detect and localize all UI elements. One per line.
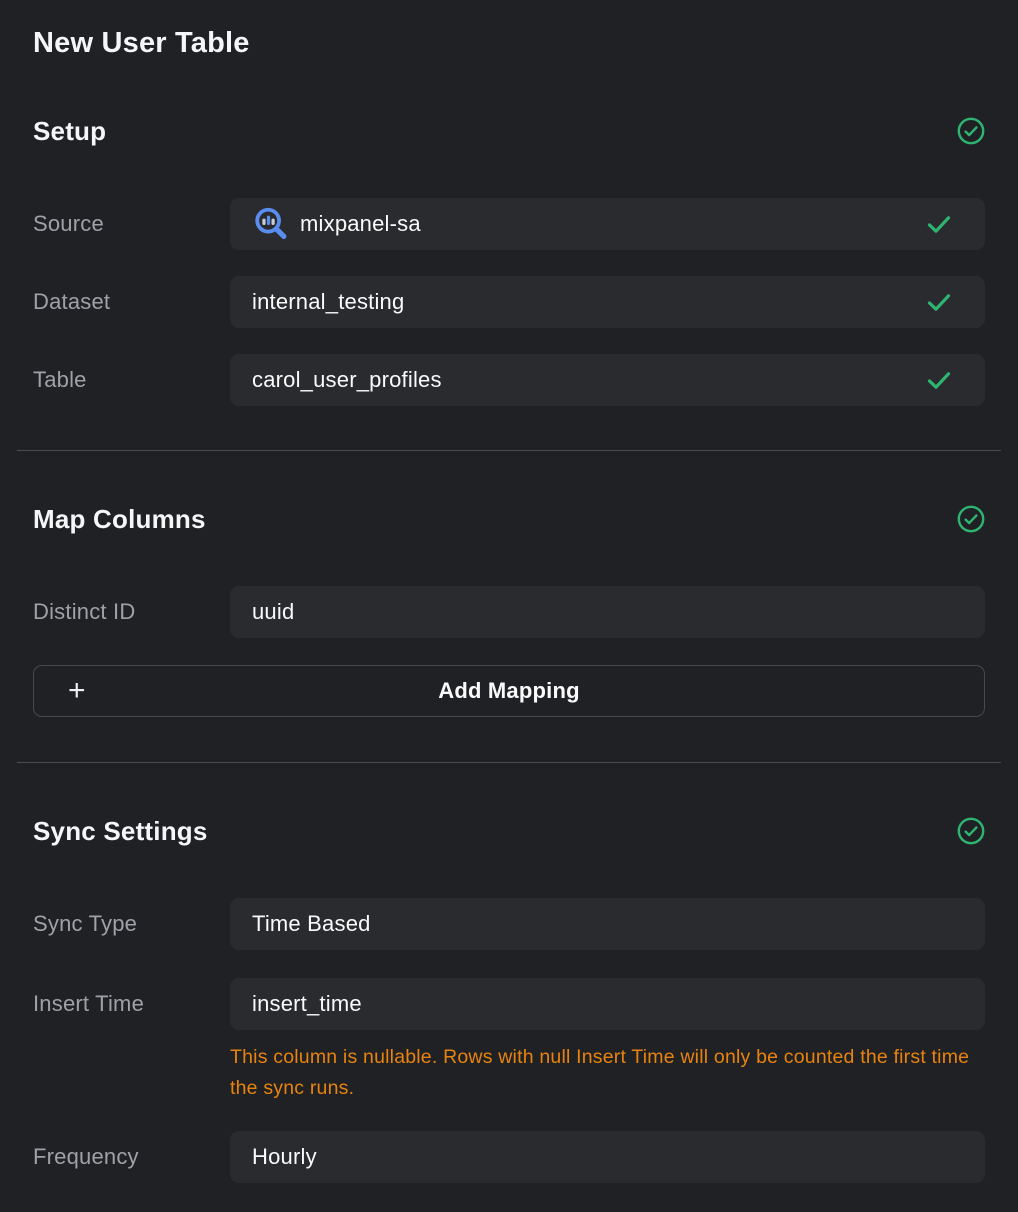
table-row bbox=[33, 354, 985, 406]
sync-settings-section-header bbox=[33, 814, 985, 848]
distinct-id-value: uuid bbox=[252, 599, 295, 624]
bigquery-icon bbox=[252, 205, 290, 243]
setup-heading: Setup bbox=[33, 115, 107, 146]
frequency-row bbox=[33, 1131, 985, 1183]
source-row bbox=[33, 198, 985, 250]
frequency-label: Frequency bbox=[33, 1144, 139, 1169]
sync-type-select[interactable] bbox=[230, 898, 985, 950]
source-label: Source bbox=[33, 211, 104, 236]
frequency-select[interactable] bbox=[230, 1131, 985, 1183]
plus-icon: + bbox=[68, 674, 86, 707]
insert-time-row bbox=[33, 978, 985, 1030]
add-mapping-button[interactable] bbox=[33, 665, 985, 717]
source-select[interactable] bbox=[230, 198, 985, 250]
distinct-id-label: Distinct ID bbox=[33, 599, 136, 624]
insert-time-select[interactable] bbox=[230, 978, 985, 1030]
insert-time-nullable-warning: This column is nullable. Rows with null Insert Time will only be counted the first time the sync runs. bbox=[230, 1046, 970, 1099]
table-select[interactable] bbox=[230, 354, 985, 406]
distinct-id-select[interactable] bbox=[230, 586, 985, 638]
dataset-valid-check-icon bbox=[927, 293, 951, 312]
sync-type-label: Sync Type bbox=[33, 911, 138, 936]
frequency-value: Hourly bbox=[252, 1144, 317, 1169]
section-divider bbox=[17, 762, 1001, 763]
insert-time-note-row bbox=[33, 1042, 985, 1104]
setup-complete-circle-check-icon bbox=[957, 117, 985, 145]
add-mapping-label: Add Mapping bbox=[438, 678, 580, 703]
source-valid-check-icon bbox=[927, 215, 951, 234]
dataset-select[interactable] bbox=[230, 276, 985, 328]
map-columns-heading: Map Columns bbox=[33, 503, 206, 534]
table-label: Table bbox=[33, 367, 87, 392]
insert-time-value: insert_time bbox=[252, 991, 362, 1016]
dataset-row bbox=[33, 276, 985, 328]
dataset-label: Dataset bbox=[33, 289, 111, 314]
map-columns-section-header bbox=[33, 502, 985, 536]
sync-type-row bbox=[33, 898, 985, 950]
table-value: carol_user_profiles bbox=[252, 367, 442, 392]
distinct-id-row bbox=[33, 586, 985, 638]
setup-section-header bbox=[33, 114, 985, 148]
section-divider bbox=[17, 450, 1001, 451]
sync-settings-heading: Sync Settings bbox=[33, 815, 208, 846]
dataset-value: internal_testing bbox=[252, 289, 405, 314]
insert-time-label: Insert Time bbox=[33, 991, 145, 1016]
source-value: mixpanel-sa bbox=[300, 211, 421, 236]
page-title: New User Table bbox=[33, 27, 250, 59]
map-columns-complete-circle-check-icon bbox=[957, 505, 985, 533]
sync-settings-complete-circle-check-icon bbox=[957, 817, 985, 845]
sync-type-value: Time Based bbox=[252, 911, 371, 936]
table-valid-check-icon bbox=[927, 371, 951, 390]
